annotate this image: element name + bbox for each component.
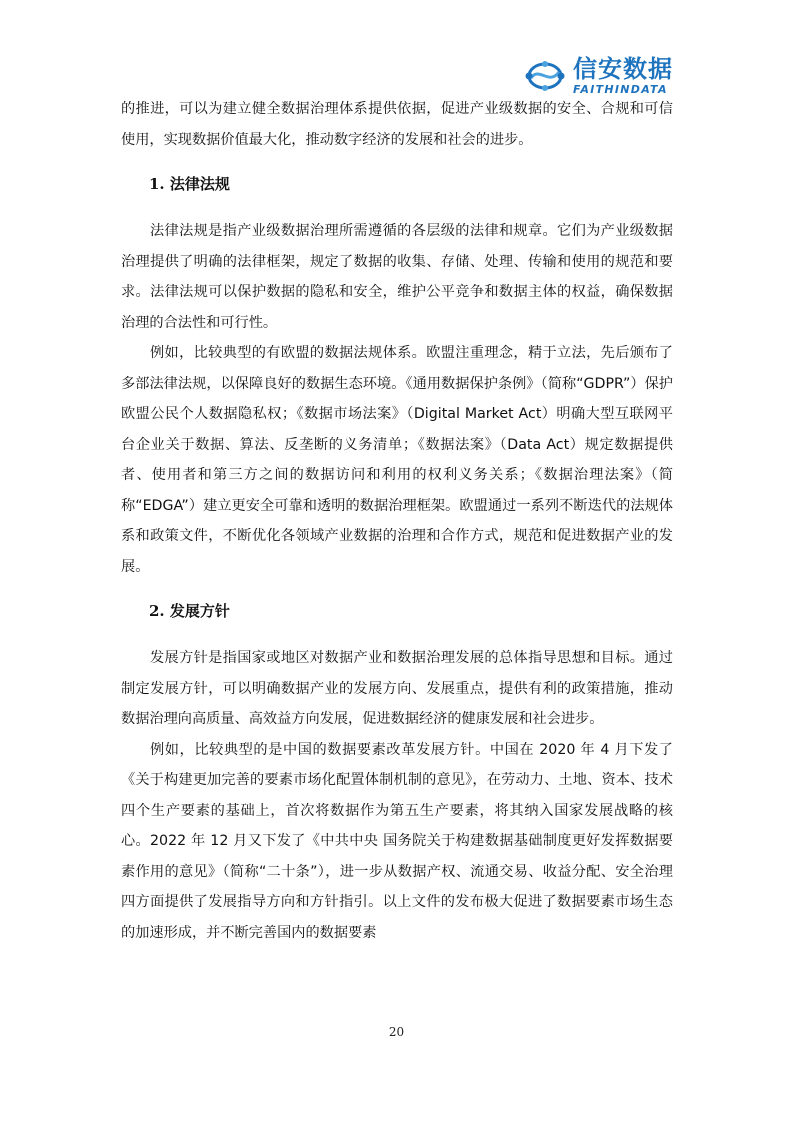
paragraph-policy-definition: 发展方针是指国家或地区对数据产业和数据治理发展的总体指导思想和目标。通过制定发展方针，可以明确数据产业的发展方向、发展重点，提供有利的政策措施，推动数据治理向高质量、高效益方向发展，促进数据经济的健康发展和社会进步。 — [121, 650, 673, 727]
paragraph-laws-example: 例如，比较典型的有欧盟的数据法规体系。欧盟注重理念，精于立法，先后颁布了多部法律法规，以保障良好的数据生态环境。《通用数据保护条例》（简称“GDPR”）保护欧盟公民个人数据隐私权；《数据市场法案》（Digital Market Act）明确大型互联网平台企业关于数据、算法、反垄断的义务清单；《数据法案》（Data Act）规定数据提供者、使用者和第三方之间的数据访问和利用的权利义务关系；《数据治理法案》（简称“EDGA”）建立更安全可靠和透明的数据治理框架。欧盟通过一系列不断迭代的法规体系和政策文件，不断优化各领域产业数据的治理和合作方式，规范和促进数据产业的发展。 — [121, 345, 673, 575]
logo-subtitle: FAITHINDATA — [573, 83, 668, 96]
network-logo-icon — [523, 56, 567, 96]
section-heading-policy: 2. 发展方针 — [149, 602, 230, 620]
brand-logo — [523, 56, 673, 96]
paragraph-laws-definition: 法律法规是指产业级数据治理所需遵循的各层级的法律和规章。它们为产业级数据治理提供了明确的法律框架，规定了数据的收集、存储、处理、传输和使用的规范和要求。法律法规可以保护数据的隐私和安全，维护公平竞争和数据主体的权益，确保数据治理的合法性和可行性。 — [121, 223, 673, 331]
logo-title: 信安数据 — [573, 55, 673, 83]
page-number: 20 — [388, 1025, 405, 1039]
document-body — [121, 94, 673, 948]
paragraph-intro-continued: 的推进，可以为建立健全数据治理体系提供依据，促进产业级数据的安全、合规和可信使用，实现数据价值最大化，推动数字经济的发展和社会的进步。 — [121, 101, 673, 148]
section-heading-laws: 1. 法律法规 — [149, 175, 230, 193]
paragraph-policy-example: 例如，比较典型的是中国的数据要素改革发展方针。中国在 2020 年 4 月下发了《关于构建更加完善的要素市场化配置体制机制的意见》，在劳动力、土地、资本、技术四个生产要素的基础上，首次将数据作为第五生产要素，将其纳入国家发展战略的核心。2022 年 12 月又下发了《中共中央 国务院关于构建数据基础制度更好发挥数据要素作用的意见》（简称“二十条”），进一步从数据产权、流通交易、收益分配、安全治理四方面提供了发展指导方向和方针指引。以上文件的发布极大促进了数据要素市场生态的加速形成，并不断完善国内的数据要素 — [121, 741, 673, 941]
